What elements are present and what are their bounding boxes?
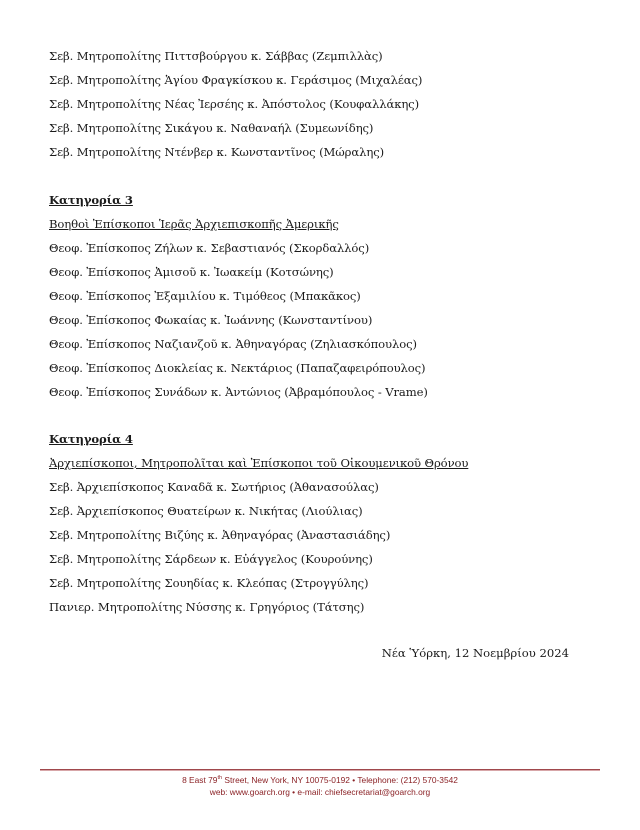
footer-contact: web: www.goarch.org • e-mail: chiefsecretariat@goarch.org: [209, 787, 431, 797]
list-item: Σεβ. Μητροπολίτης Πιττσβούργου κ. Σάββας (Ζεμπιλλὰς): [49, 49, 383, 63]
list-item: Σεβ. Μητροπολίτης Σάρδεων κ. Εὐάγγελος (Κουρούνης): [49, 552, 373, 566]
address-text-rest: Street, New York, NY 10075-0192 • Telephone: (212) 570-3542: [222, 775, 458, 785]
list-item: Θεοφ. Ἐπίσκοπος Συνάδων κ. Ἀντώνιος (Ἀβραμόπουλος - Vrame): [49, 385, 428, 399]
list-item: Σεβ. Μητροπολίτης Ντένβερ κ. Κωνσταντῖνος (Μώραλης): [49, 145, 385, 159]
list-item: Σεβ. Μητροπολίτης Σουηδίας κ. Κλεόπας (Στρογγύλης): [49, 576, 369, 590]
address-superscript: th: [217, 775, 223, 782]
list-item: Σεβ. Ἀρχιεπίσκοπος Καναδᾶ κ. Σωτήριος (Ἀθανασούλας): [49, 480, 379, 494]
list-item: Θεοφ. Ἐπίσκοπος Φωκαίας κ. Ἰωάννης (Κωνσταντίνου): [49, 313, 373, 327]
list-item: Πανιερ. Μητροπολίτης Νύσσης κ. Γρηγόριος (Τάτσης): [49, 600, 365, 614]
list-item: Θεοφ. Ἐπίσκοπος Ἐξαμιλίου κ. Τιμόθεος (Μπακᾶκος): [49, 289, 361, 303]
list-item: Σεβ. Μητροπολίτης Νέας Ἰερσέης κ. Ἀπόστολος (Κουφαλλάκης): [49, 97, 419, 111]
footer-address: [0, 775, 640, 785]
list-item: Θεοφ. Ἐπίσκοπος Διοκλείας κ. Νεκτάριος (Παπαζαφειρόπουλος): [49, 361, 426, 375]
category-3-subheading: Βοηθοὶ Ἐπίσκοποι Ἱερᾶς Ἀρχιεπισκοπῆς Ἀμερικῆς: [49, 217, 339, 231]
list-item: Θεοφ. Ἐπίσκοπος Ἀμισοῦ κ. Ἰωακείμ (Κοτσώνης): [49, 265, 334, 279]
address-text: 8 East 79: [182, 775, 218, 785]
list-item: Σεβ. Μητροπολίτης Σικάγου κ. Ναθαναήλ (Συμεωνίδης): [49, 121, 374, 135]
list-item: Θεοφ. Ἐπίσκοπος Ναζιανζοῦ κ. Ἀθηναγόρας (Ζηλιασκόπουλος): [49, 337, 417, 351]
category-4-subheading: Ἀρχιεπίσκοποι, Μητροπολῖται καὶ Ἐπίσκοποι τοῦ Οἰκουμενικοῦ Θρόνου: [49, 456, 469, 470]
footer-divider: [40, 769, 600, 771]
list-item: Σεβ. Μητροπολίτης Ἁγίου Φραγκίσκου κ. Γεράσιμος (Μιχαλέας): [49, 73, 423, 87]
list-item: Σεβ. Ἀρχιεπίσκοπος Θυατείρων κ. Νικήτας (Λιούλιας): [49, 504, 363, 518]
category-3-heading: Κατηγορία 3: [49, 193, 133, 207]
category-4-heading: Κατηγορία 4: [49, 432, 133, 446]
list-item: Θεοφ. Ἐπίσκοπος Ζήλων κ. Σεβαστιανός (Σκορδαλλός): [49, 241, 370, 255]
list-item: Σεβ. Μητροπολίτης Βιζύης κ. Ἀθηναγόρας (Ἀναστασιάδης): [49, 528, 391, 542]
date-line: Νέα Ὑόρκη, 12 Νοεμβρίου 2024: [381, 646, 569, 660]
